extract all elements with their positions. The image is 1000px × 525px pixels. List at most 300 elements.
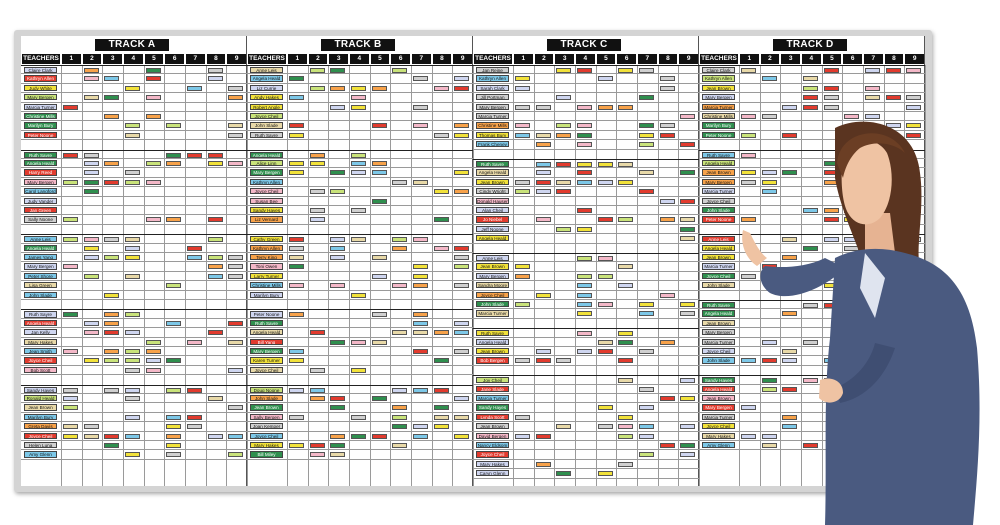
class-magnet[interactable]	[660, 217, 675, 222]
teacher-name-tag[interactable]: Peter Noone	[702, 132, 735, 138]
class-magnet[interactable]	[639, 302, 654, 307]
teacher-name-tag[interactable]: Liz Vernard	[250, 216, 283, 222]
class-magnet[interactable]	[434, 388, 449, 393]
class-magnet[interactable]	[310, 86, 325, 91]
class-magnet[interactable]	[434, 133, 449, 138]
class-magnet[interactable]	[577, 349, 592, 354]
teacher-name-tag[interactable]: Joyce Cheil	[250, 188, 283, 194]
teacher-name-tag[interactable]: Mary Bergen	[476, 273, 509, 279]
class-magnet[interactable]	[146, 368, 161, 373]
class-magnet[interactable]	[639, 311, 654, 316]
teacher-name-tag[interactable]: Jean Brown	[476, 263, 509, 269]
class-magnet[interactable]	[330, 237, 345, 242]
class-magnet[interactable]	[166, 452, 181, 457]
class-magnet[interactable]	[146, 76, 161, 81]
class-magnet[interactable]	[104, 312, 119, 317]
teacher-name-tag[interactable]: Nancy Eldsom	[477, 443, 508, 448]
class-magnet[interactable]	[639, 133, 654, 138]
teacher-name-tag[interactable]: Jean Brown	[702, 169, 735, 175]
class-magnet[interactable]	[125, 86, 140, 91]
teacher-name-tag[interactable]: Terry King	[250, 254, 283, 260]
teacher-name-tag[interactable]: Jo Niebel	[476, 216, 509, 222]
teacher-name-tag[interactable]: Joyce Cheil	[250, 433, 283, 439]
class-magnet[interactable]	[598, 302, 613, 307]
teacher-name-tag[interactable]: Sally Bergen	[250, 414, 283, 420]
class-magnet[interactable]	[906, 68, 921, 73]
class-magnet[interactable]	[104, 330, 119, 335]
class-magnet[interactable]	[536, 434, 551, 439]
teacher-name-tag[interactable]: Andy Hakes	[250, 94, 283, 100]
class-magnet[interactable]	[104, 388, 119, 393]
class-magnet[interactable]	[762, 76, 777, 81]
teacher-name-tag[interactable]: Jan Kelly	[24, 329, 57, 335]
class-magnet[interactable]	[598, 217, 613, 222]
class-magnet[interactable]	[680, 227, 695, 232]
class-magnet[interactable]	[84, 153, 99, 158]
teacher-name-tag[interactable]: Claire Clark	[24, 67, 57, 73]
class-magnet[interactable]	[330, 283, 345, 288]
class-magnet[interactable]	[536, 293, 551, 298]
class-magnet[interactable]	[104, 114, 119, 119]
class-magnet[interactable]	[434, 358, 449, 363]
class-magnet[interactable]	[228, 452, 243, 457]
class-magnet[interactable]	[680, 452, 695, 457]
class-magnet[interactable]	[660, 199, 675, 204]
class-magnet[interactable]	[577, 283, 592, 288]
teacher-name-tag[interactable]: Marcia Turner	[702, 414, 735, 420]
class-magnet[interactable]	[618, 264, 633, 269]
class-magnet[interactable]	[187, 153, 202, 158]
class-magnet[interactable]	[536, 162, 551, 167]
class-magnet[interactable]	[104, 321, 119, 326]
class-magnet[interactable]	[536, 133, 551, 138]
teacher-name-tag[interactable]: Alan Cheil	[476, 207, 509, 213]
teacher-name-tag[interactable]: Larry Turner	[250, 273, 283, 279]
class-magnet[interactable]	[125, 434, 140, 439]
class-magnet[interactable]	[577, 311, 592, 316]
class-magnet[interactable]	[166, 415, 181, 420]
class-magnet[interactable]	[372, 123, 387, 128]
class-magnet[interactable]	[84, 246, 99, 251]
class-magnet[interactable]	[228, 368, 243, 373]
class-magnet[interactable]	[104, 349, 119, 354]
teacher-name-tag[interactable]: Jean Brown	[702, 320, 735, 326]
class-magnet[interactable]	[454, 321, 469, 326]
teacher-name-tag[interactable]: Kathryn Allen	[24, 75, 57, 81]
class-magnet[interactable]	[125, 255, 140, 260]
class-magnet[interactable]	[618, 283, 633, 288]
class-magnet[interactable]	[289, 170, 304, 175]
class-magnet[interactable]	[680, 217, 695, 222]
class-magnet[interactable]	[310, 189, 325, 194]
teacher-name-tag[interactable]: Helen Luna	[24, 442, 57, 448]
class-magnet[interactable]	[166, 283, 181, 288]
class-magnet[interactable]	[289, 95, 304, 100]
teacher-name-tag[interactable]: Jean Brown	[24, 404, 57, 410]
class-magnet[interactable]	[434, 189, 449, 194]
class-magnet[interactable]	[434, 217, 449, 222]
class-magnet[interactable]	[330, 170, 345, 175]
class-magnet[interactable]	[515, 180, 530, 185]
teacher-name-tag[interactable]: Joyce Cheil	[250, 367, 283, 373]
teacher-name-tag[interactable]: Peter Shore	[24, 273, 57, 279]
teacher-name-tag[interactable]: Angela Heald	[702, 160, 735, 166]
class-magnet[interactable]	[351, 340, 366, 345]
class-magnet[interactable]	[639, 189, 654, 194]
class-magnet[interactable]	[310, 396, 325, 401]
class-magnet[interactable]	[146, 114, 161, 119]
class-magnet[interactable]	[515, 133, 530, 138]
teacher-name-tag[interactable]: Greta Davis	[24, 423, 57, 429]
class-magnet[interactable]	[125, 312, 140, 317]
class-magnet[interactable]	[865, 86, 880, 91]
class-magnet[interactable]	[289, 443, 304, 448]
class-magnet[interactable]	[351, 415, 366, 420]
class-magnet[interactable]	[228, 264, 243, 269]
teacher-name-tag[interactable]: Mary Bergen	[24, 94, 57, 100]
class-magnet[interactable]	[289, 133, 304, 138]
class-magnet[interactable]	[63, 349, 78, 354]
class-magnet[interactable]	[639, 123, 654, 128]
class-magnet[interactable]	[289, 415, 304, 420]
teacher-name-tag[interactable]: Joy Cheil	[476, 377, 509, 383]
teacher-name-tag[interactable]: John Slade	[702, 357, 735, 363]
teacher-name-tag[interactable]: Joyce Cheil	[702, 348, 735, 354]
class-magnet[interactable]	[741, 68, 756, 73]
class-magnet[interactable]	[125, 452, 140, 457]
class-magnet[interactable]	[454, 264, 469, 269]
class-magnet[interactable]	[556, 189, 571, 194]
class-magnet[interactable]	[228, 133, 243, 138]
class-magnet[interactable]	[680, 443, 695, 448]
class-magnet[interactable]	[310, 161, 325, 166]
class-magnet[interactable]	[660, 340, 675, 345]
teacher-name-tag[interactable]: Jeff Noone	[476, 226, 509, 232]
class-magnet[interactable]	[310, 208, 325, 213]
class-magnet[interactable]	[454, 283, 469, 288]
class-magnet[interactable]	[639, 349, 654, 354]
class-magnet[interactable]	[660, 443, 675, 448]
class-magnet[interactable]	[803, 76, 818, 81]
class-magnet[interactable]	[125, 246, 140, 251]
class-magnet[interactable]	[228, 86, 243, 91]
teacher-name-tag[interactable]: Amy Glenn	[702, 442, 735, 448]
class-magnet[interactable]	[577, 105, 592, 110]
teacher-name-tag[interactable]: Cathy Green	[250, 236, 283, 242]
class-magnet[interactable]	[434, 405, 449, 410]
class-magnet[interactable]	[351, 86, 366, 91]
class-magnet[interactable]	[454, 246, 469, 251]
class-magnet[interactable]	[104, 443, 119, 448]
teacher-name-tag[interactable]: Joyce Cheil	[24, 357, 57, 363]
class-magnet[interactable]	[84, 76, 99, 81]
class-magnet[interactable]	[598, 405, 613, 410]
class-magnet[interactable]	[166, 358, 181, 363]
class-magnet[interactable]	[372, 340, 387, 345]
class-magnet[interactable]	[208, 217, 223, 222]
class-magnet[interactable]	[598, 471, 613, 476]
teacher-name-tag[interactable]: Christine Mills	[24, 113, 57, 119]
class-magnet[interactable]	[187, 246, 202, 251]
teacher-name-tag[interactable]: Joan Kemper	[250, 423, 283, 429]
class-magnet[interactable]	[351, 105, 366, 110]
teacher-name-tag[interactable]: Ronald Heald	[24, 395, 57, 401]
class-magnet[interactable]	[577, 208, 592, 213]
class-magnet[interactable]	[166, 388, 181, 393]
teacher-name-tag[interactable]: Toni Owen	[250, 263, 283, 269]
teacher-name-tag[interactable]: Christine Mills	[476, 122, 509, 128]
class-magnet[interactable]	[63, 237, 78, 242]
teacher-name-tag[interactable]: Jean Brown	[476, 179, 509, 185]
teacher-name-tag[interactable]: Sally Noone	[24, 216, 57, 222]
class-magnet[interactable]	[454, 189, 469, 194]
class-magnet[interactable]	[228, 161, 243, 166]
class-magnet[interactable]	[536, 189, 551, 194]
class-magnet[interactable]	[125, 358, 140, 363]
teacher-name-tag[interactable]: Amy Glenn	[24, 451, 57, 457]
teacher-name-tag[interactable]: Frank Cheney	[476, 141, 509, 147]
class-magnet[interactable]	[413, 349, 428, 354]
class-magnet[interactable]	[125, 180, 140, 185]
class-magnet[interactable]	[351, 368, 366, 373]
teacher-name-tag[interactable]: Angela Heald	[24, 160, 57, 166]
class-magnet[interactable]	[84, 189, 99, 194]
class-magnet[interactable]	[63, 405, 78, 410]
class-magnet[interactable]	[146, 180, 161, 185]
class-magnet[interactable]	[392, 68, 407, 73]
teacher-name-tag[interactable]: Mary Bergen	[702, 329, 735, 335]
teacher-name-tag[interactable]: Peter Noone	[250, 311, 283, 317]
class-magnet[interactable]	[310, 330, 325, 335]
class-magnet[interactable]	[618, 68, 633, 73]
class-magnet[interactable]	[84, 434, 99, 439]
class-magnet[interactable]	[208, 274, 223, 279]
class-magnet[interactable]	[577, 302, 592, 307]
class-magnet[interactable]	[289, 312, 304, 317]
class-magnet[interactable]	[618, 378, 633, 383]
class-magnet[interactable]	[618, 162, 633, 167]
class-magnet[interactable]	[639, 452, 654, 457]
teacher-name-tag[interactable]: Mary Bergen	[24, 179, 57, 185]
class-magnet[interactable]	[330, 189, 345, 194]
class-magnet[interactable]	[125, 349, 140, 354]
class-magnet[interactable]	[310, 443, 325, 448]
class-magnet[interactable]	[639, 405, 654, 410]
teacher-name-tag[interactable]: Marcia Turner	[24, 104, 57, 110]
class-magnet[interactable]	[392, 180, 407, 185]
class-magnet[interactable]	[166, 161, 181, 166]
class-magnet[interactable]	[208, 330, 223, 335]
class-magnet[interactable]	[577, 274, 592, 279]
class-magnet[interactable]	[166, 443, 181, 448]
teacher-name-tag[interactable]: Jane Slade	[476, 386, 509, 392]
class-magnet[interactable]	[63, 388, 78, 393]
class-magnet[interactable]	[680, 396, 695, 401]
class-magnet[interactable]	[310, 153, 325, 158]
teacher-name-tag[interactable]: Peter Noone	[702, 216, 735, 222]
teacher-name-tag[interactable]: Ruth Sayre	[476, 161, 509, 167]
class-magnet[interactable]	[84, 255, 99, 260]
teacher-name-tag[interactable]: Ruth Sayre	[702, 152, 735, 158]
class-magnet[interactable]	[680, 199, 695, 204]
class-magnet[interactable]	[660, 293, 675, 298]
class-magnet[interactable]	[289, 76, 304, 81]
class-magnet[interactable]	[454, 330, 469, 335]
teacher-name-tag[interactable]: Jean Brown	[250, 404, 283, 410]
teacher-name-tag[interactable]: Liz Currie	[250, 85, 283, 91]
class-magnet[interactable]	[289, 123, 304, 128]
class-magnet[interactable]	[680, 302, 695, 307]
class-magnet[interactable]	[413, 321, 428, 326]
teacher-name-tag[interactable]: Thomas Bury	[476, 132, 509, 138]
class-magnet[interactable]	[906, 95, 921, 100]
teacher-name-tag[interactable]: Angela Heald	[250, 75, 283, 81]
class-magnet[interactable]	[598, 349, 613, 354]
teacher-name-tag[interactable]: Mary Bergen	[24, 263, 57, 269]
teacher-name-tag[interactable]: Ruth Sayre	[702, 302, 735, 308]
teacher-name-tag[interactable]: Sandy Hayes	[702, 377, 735, 383]
class-magnet[interactable]	[372, 312, 387, 317]
class-magnet[interactable]	[618, 180, 633, 185]
class-magnet[interactable]	[577, 68, 592, 73]
class-magnet[interactable]	[228, 434, 243, 439]
class-magnet[interactable]	[289, 388, 304, 393]
teacher-name-tag[interactable]: Jean Brown	[702, 254, 735, 260]
class-magnet[interactable]	[104, 161, 119, 166]
class-magnet[interactable]	[310, 388, 325, 393]
class-magnet[interactable]	[330, 340, 345, 345]
class-magnet[interactable]	[886, 68, 901, 73]
class-magnet[interactable]	[372, 161, 387, 166]
class-magnet[interactable]	[208, 76, 223, 81]
class-magnet[interactable]	[413, 330, 428, 335]
class-magnet[interactable]	[392, 415, 407, 420]
teacher-name-tag[interactable]: Mary Bergen	[702, 404, 735, 410]
teacher-name-tag[interactable]: Joyce Cheil	[250, 113, 283, 119]
teacher-name-tag[interactable]: John Slade	[250, 122, 283, 128]
class-magnet[interactable]	[536, 170, 551, 175]
teacher-name-tag[interactable]: Angela Heald	[476, 169, 509, 175]
class-magnet[interactable]	[146, 358, 161, 363]
class-magnet[interactable]	[454, 123, 469, 128]
class-magnet[interactable]	[454, 86, 469, 91]
class-magnet[interactable]	[639, 170, 654, 175]
class-magnet[interactable]	[536, 217, 551, 222]
class-magnet[interactable]	[351, 170, 366, 175]
class-magnet[interactable]	[84, 237, 99, 242]
class-magnet[interactable]	[104, 255, 119, 260]
teacher-name-tag[interactable]: Jean Brown	[476, 348, 509, 354]
teacher-name-tag[interactable]: Angela Heald	[702, 386, 735, 392]
teacher-name-tag[interactable]: Kathryn Allen	[702, 75, 735, 81]
class-magnet[interactable]	[289, 255, 304, 260]
class-magnet[interactable]	[515, 86, 530, 91]
class-magnet[interactable]	[660, 76, 675, 81]
class-magnet[interactable]	[536, 142, 551, 147]
class-magnet[interactable]	[454, 170, 469, 175]
class-magnet[interactable]	[310, 368, 325, 373]
class-magnet[interactable]	[166, 321, 181, 326]
class-magnet[interactable]	[515, 302, 530, 307]
teacher-name-tag[interactable]: Sandy Hayes	[24, 387, 57, 393]
class-magnet[interactable]	[228, 123, 243, 128]
class-magnet[interactable]	[310, 217, 325, 222]
class-magnet[interactable]	[434, 246, 449, 251]
class-magnet[interactable]	[166, 424, 181, 429]
class-magnet[interactable]	[63, 264, 78, 269]
class-magnet[interactable]	[84, 321, 99, 326]
class-magnet[interactable]	[515, 123, 530, 128]
class-magnet[interactable]	[330, 452, 345, 457]
class-magnet[interactable]	[618, 217, 633, 222]
teacher-name-tag[interactable]: Mary Hakes	[476, 461, 509, 467]
teacher-name-tag[interactable]: Mary Bergen	[702, 179, 735, 185]
teacher-name-tag[interactable]: Bill Yang	[250, 339, 283, 345]
class-magnet[interactable]	[824, 68, 839, 73]
class-magnet[interactable]	[330, 68, 345, 73]
class-magnet[interactable]	[824, 105, 839, 110]
class-magnet[interactable]	[63, 105, 78, 110]
class-magnet[interactable]	[187, 424, 202, 429]
class-magnet[interactable]	[392, 424, 407, 429]
teacher-name-tag[interactable]: Ruth Sayre	[476, 330, 509, 336]
class-magnet[interactable]	[413, 434, 428, 439]
teacher-name-tag[interactable]: Marilyn Bury	[24, 414, 57, 420]
class-magnet[interactable]	[330, 405, 345, 410]
class-magnet[interactable]	[639, 68, 654, 73]
class-magnet[interactable]	[434, 86, 449, 91]
teacher-name-tag[interactable]: Sarah Clark	[476, 85, 509, 91]
teacher-name-tag[interactable]: Alice Linn	[250, 160, 283, 166]
class-magnet[interactable]	[454, 76, 469, 81]
class-magnet[interactable]	[351, 293, 366, 298]
class-magnet[interactable]	[515, 358, 530, 363]
class-magnet[interactable]	[208, 264, 223, 269]
class-magnet[interactable]	[392, 330, 407, 335]
class-magnet[interactable]	[351, 208, 366, 213]
class-magnet[interactable]	[680, 311, 695, 316]
class-magnet[interactable]	[104, 293, 119, 298]
teacher-name-tag[interactable]: Joyce Cheil	[476, 451, 509, 457]
teacher-name-tag[interactable]: Anne Leis	[702, 236, 735, 242]
class-magnet[interactable]	[351, 161, 366, 166]
class-magnet[interactable]	[125, 133, 140, 138]
teacher-name-tag[interactable]: John Slade	[702, 282, 735, 288]
class-magnet[interactable]	[577, 133, 592, 138]
class-magnet[interactable]	[413, 424, 428, 429]
class-magnet[interactable]	[289, 358, 304, 363]
class-magnet[interactable]	[208, 68, 223, 73]
class-magnet[interactable]	[577, 227, 592, 232]
class-magnet[interactable]	[680, 236, 695, 241]
class-magnet[interactable]	[556, 471, 571, 476]
class-magnet[interactable]	[536, 358, 551, 363]
class-magnet[interactable]	[228, 321, 243, 326]
class-magnet[interactable]	[680, 114, 695, 119]
class-magnet[interactable]	[187, 340, 202, 345]
class-magnet[interactable]	[556, 358, 571, 363]
teacher-name-tag[interactable]: Marcia Turner	[702, 263, 735, 269]
class-magnet[interactable]	[104, 76, 119, 81]
class-magnet[interactable]	[187, 86, 202, 91]
class-magnet[interactable]	[577, 123, 592, 128]
class-magnet[interactable]	[886, 95, 901, 100]
class-magnet[interactable]	[413, 388, 428, 393]
class-magnet[interactable]	[84, 424, 99, 429]
class-magnet[interactable]	[84, 274, 99, 279]
class-magnet[interactable]	[413, 105, 428, 110]
teacher-name-tag[interactable]: Mary Bergen	[476, 104, 509, 110]
